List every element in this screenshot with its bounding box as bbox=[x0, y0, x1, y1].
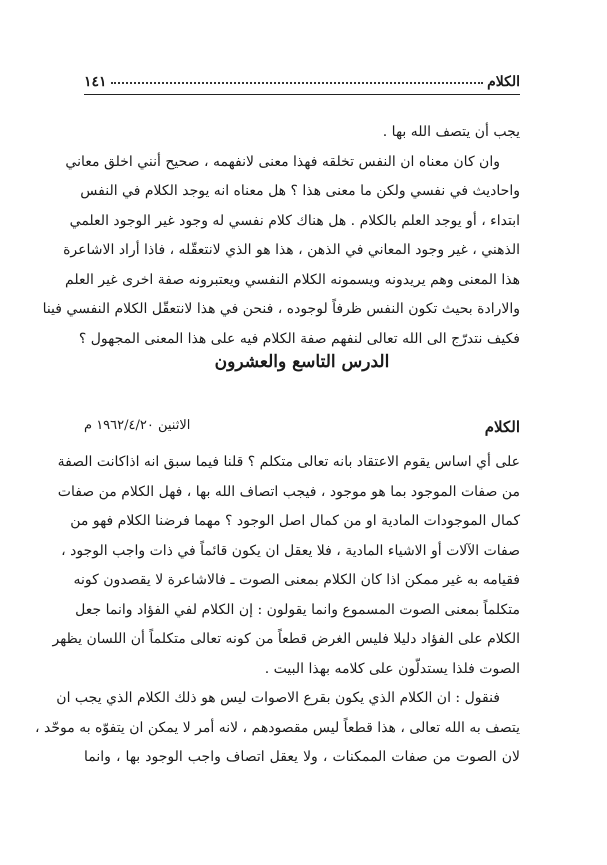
section-2-text bbox=[35, 448, 520, 773]
running-head bbox=[84, 64, 520, 90]
lesson-heading: الدرس التاسع والعشرون bbox=[214, 352, 390, 372]
text-line: وان كان معناه ان النفس تخلقه فهذا معنى لانفهمه ، صحيح أنني اخلق معاني bbox=[65, 153, 500, 170]
text-line: هذا المعنى وهم يريدونه ويسمونه الكلام النفسي ويعتبرونه صفة اخرى غير العلم bbox=[65, 271, 520, 288]
running-head-leader-dots bbox=[111, 82, 484, 84]
text-line: صفات الآلات أو الاشياء المادية ، فلا يعقل ان يكون قائماً في ذات واجب الوجود ، bbox=[61, 542, 520, 559]
text-line: الكلام على الفؤاد دليلا فليس الغرض قطعاً من كونه تعالى متكلماً أن اللسان يظهر bbox=[52, 631, 520, 647]
text-line: الذهني ، غير وجود المعاني في الذهن ، هذا هو الذي لانتعقّله ، فاذا أراد الاشاعرة bbox=[63, 242, 520, 258]
text-line: واحاديث في نفسي ولكن ما معنى هذا ؟ هل معناه انه يوجد الكلام في النفس bbox=[80, 183, 520, 199]
page-number: ١٤١ bbox=[84, 74, 107, 90]
running-head-title: الكلام bbox=[487, 74, 520, 90]
lesson-meta bbox=[84, 418, 520, 436]
text-line: يتصف به الله تعالى ، هذا قطعاً ليس مقصودهم ، لانه أمر لا يمكن ان يتفوّه به موحّد ، bbox=[35, 719, 520, 736]
text-line: متكلماً بمعنى الصوت المسموع وانما يقولون : إن الكلام لفي الفؤاد وانما جعل bbox=[75, 601, 520, 618]
text-line: فكيف نتدرّج الى الله تعالى لنفهم صفة الكلام فيه على هذا المعنى المجهول ؟ bbox=[78, 330, 520, 347]
text-line: الصوت فلذا يستدلّون على كلامه بهذا البيت . bbox=[264, 660, 520, 677]
text-line: فقيامه به غير ممكن اذا كان الكلام بمعنى الصوت ـ فالاشاعرة لا يقصدون كونه bbox=[73, 572, 520, 588]
text-line: كمال الموجودات المادية او من كمال اصل الوجود ؟ مهما فرضنا الكلام فهو من bbox=[70, 513, 520, 529]
text-line: ابتداء ، أو يوجد العلم بالكلام . هل هناك كلام نفسي له وجود غير الوجود العلمي bbox=[69, 212, 520, 229]
lesson-topic: الكلام bbox=[484, 418, 520, 436]
text-line: لان الصوت من صفات الممكنات ، ولا يعقل اتصاف واجب الوجود بها ، وانما bbox=[84, 749, 520, 765]
header-rule bbox=[84, 94, 520, 95]
text-line: والارادة بحيث تكون النفس ظرفاً لوجوده ، فنحن في هذا لانتعقّل الكلام النفسي فينا bbox=[42, 301, 520, 317]
text-line: يجب أن يتصف الله بها . bbox=[382, 124, 520, 140]
section-1-text bbox=[42, 118, 520, 354]
lesson-date: الاثنين ١٩٦٢/٤/٢٠ م bbox=[84, 418, 191, 433]
text-line: فنقول : ان الكلام الذي يكون بقرع الاصوات ليس هو ذلك الكلام الذي يجب ان bbox=[56, 690, 500, 706]
text-line: على أي اساس يقوم الاعتقاد بانه تعالى متكلم ؟ قلنا فيما سبق انه اذاكانت الصفة bbox=[57, 454, 520, 470]
text-line: من صفات الموجود بما هو موجود ، فيجب اتصاف الله بها ، فهل الكلام من صفات bbox=[57, 483, 520, 500]
